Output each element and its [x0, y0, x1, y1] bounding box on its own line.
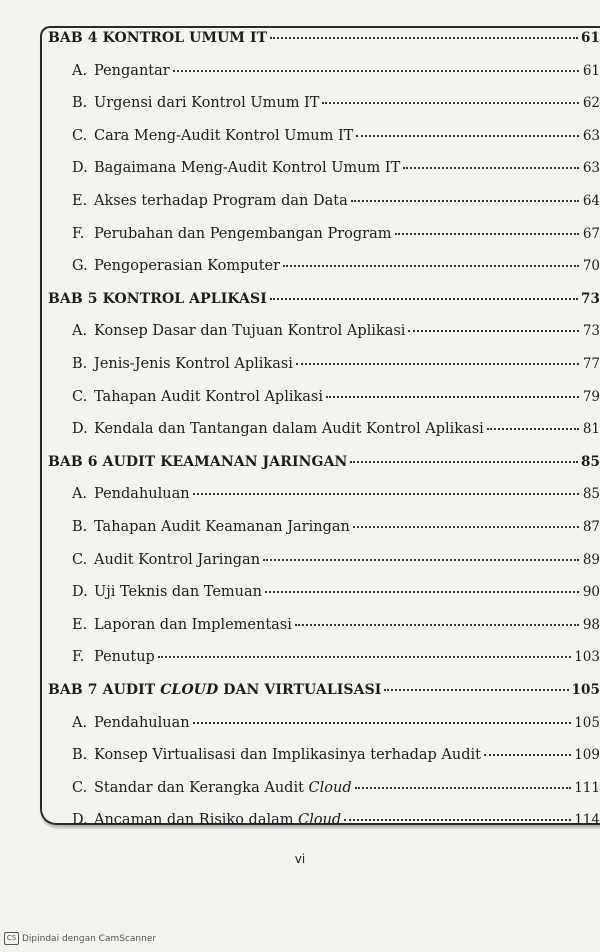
toc-section-row: [72, 486, 600, 502]
toc-dot-leader: [263, 558, 579, 561]
toc-section-row: [72, 356, 600, 372]
toc-section-letter: B.: [72, 747, 88, 764]
toc-page-number: 63: [582, 127, 600, 144]
toc-dot-leader: [193, 721, 572, 724]
toc-section-letter: B.: [72, 95, 88, 112]
toc-chapter-row: [48, 454, 600, 470]
toc-section-row: [72, 649, 600, 665]
toc-section-row: [72, 258, 600, 274]
toc-dot-leader: [403, 166, 579, 169]
toc-dot-leader: [173, 69, 579, 72]
toc-section-row: [72, 226, 600, 242]
toc-page-number: 70: [582, 258, 600, 275]
toc-page-number: 79: [582, 388, 600, 405]
toc-section-letter: D.: [72, 421, 88, 438]
toc-section-title: Urgensi dari Kontrol Umum IT: [94, 95, 320, 112]
toc-page-number: 87: [582, 519, 600, 535]
toc-dot-leader: [326, 395, 579, 398]
toc-section-title: Laporan dan Implementasi: [94, 616, 292, 633]
toc-page-number: 105: [574, 714, 600, 731]
toc-dot-leader: [353, 525, 579, 528]
page-number: vi: [294, 852, 306, 866]
toc-page-number: 77: [582, 356, 600, 372]
toc-page-number: 85: [582, 486, 600, 503]
toc-dot-leader: [408, 329, 579, 332]
toc-section-letter: F.: [72, 225, 85, 242]
toc-section-row: [72, 584, 600, 600]
toc-section-row: [72, 323, 600, 339]
toc-section-letter: G.: [72, 258, 88, 275]
toc-page-number: 61: [581, 30, 600, 46]
toc-dot-leader: [270, 297, 578, 300]
toc-dot-leader: [158, 655, 571, 658]
toc-dot-leader: [193, 492, 579, 495]
toc-page-number: 81: [582, 421, 600, 438]
toc-section-title: Jenis-Jenis Kontrol Aplikasi: [94, 356, 293, 372]
toc-section-letter: A.: [72, 486, 88, 503]
toc-page-number: 73: [581, 290, 600, 307]
toc-section-letter: C.: [72, 779, 88, 796]
toc-section-letter: D.: [72, 160, 88, 177]
toc-section-title: Konsep Dasar dan Tujuan Kontrol Aplikasi: [94, 323, 406, 340]
toc-section-row: [72, 95, 600, 111]
toc-page-number: 62: [582, 95, 600, 112]
toc-page-number: 98: [582, 616, 600, 633]
toc-section-title: Tahapan Audit Keamanan Jaringan: [94, 519, 350, 535]
toc-section-letter: F.: [72, 649, 85, 666]
toc-page-number: 73: [582, 323, 600, 340]
toc-section-letter: C.: [72, 551, 88, 568]
toc-chapter-title: BAB 5 KONTROL APLIKASI: [48, 290, 267, 307]
toc-section-title: Pengantar: [94, 62, 170, 79]
toc-dot-leader: [270, 36, 578, 39]
toc-section-title: Pengoperasian Komputer: [94, 258, 281, 275]
toc-section-row: [72, 421, 600, 437]
toc-section-title: Penutup: [94, 649, 155, 666]
toc-page-number: 67: [582, 225, 600, 242]
toc-chapter-title: BAB 7 AUDIT CLOUD DAN VIRTUALISASI: [48, 682, 382, 698]
toc-section-row: [72, 747, 600, 763]
toc-section-letter: C.: [72, 388, 88, 405]
toc-section-title: Cara Meng-Audit Kontrol Umum IT: [94, 127, 354, 144]
watermark-text: Dipindai dengan CamScanner: [22, 933, 157, 944]
toc-dot-leader: [484, 753, 571, 756]
toc-chapter-row: [48, 291, 600, 307]
toc-section-row: [72, 552, 600, 568]
toc-dot-leader: [487, 427, 579, 430]
toc-section-title: Tahapan Audit Kontrol Aplikasi: [94, 388, 323, 405]
toc-page-number: 105: [571, 682, 600, 698]
toc-section-letter: D.: [72, 812, 88, 829]
toc-section-row: [72, 617, 600, 633]
toc-section-row: [72, 780, 600, 796]
toc-page-number: 90: [582, 584, 600, 601]
toc-dot-leader: [351, 199, 579, 202]
toc-dot-leader: [295, 623, 579, 626]
toc-dot-leader: [355, 786, 572, 789]
toc-dot-leader: [356, 134, 579, 137]
toc-section-letter: E.: [72, 193, 88, 209]
toc-section-title: Perubahan dan Pengembangan Program: [94, 225, 392, 242]
toc-dot-leader: [322, 101, 579, 104]
toc-page-number: 89: [582, 551, 600, 568]
toc-section-letter: A.: [72, 323, 88, 340]
toc-section-title: Uji Teknis dan Temuan: [94, 584, 262, 601]
toc-chapter-row: [48, 30, 600, 46]
toc-section-row: [72, 63, 600, 79]
toc-section-letter: C.: [72, 127, 88, 144]
toc-page-number: 63: [582, 160, 600, 177]
toc-page-number: 61: [582, 62, 600, 79]
toc-section-title: Audit Kontrol Jaringan: [94, 551, 261, 568]
toc-section-letter: D.: [72, 584, 88, 601]
toc-page-number: 111: [574, 779, 600, 796]
toc-section-title: Akses terhadap Program dan Data: [94, 193, 348, 209]
camscanner-logo-icon: CS: [4, 932, 19, 945]
toc-dot-leader: [283, 264, 579, 267]
toc-section-row: [72, 389, 600, 405]
toc-section-letter: B.: [72, 519, 88, 535]
toc-section-letter: B.: [72, 356, 88, 372]
toc-page-number: 85: [581, 453, 600, 470]
toc-section-row: [72, 193, 600, 209]
toc-section-letter: E.: [72, 616, 88, 633]
toc-chapter-title: BAB 4 KONTROL UMUM IT: [48, 30, 268, 46]
toc-section-title: Ancaman dan Risiko dalam Cloud: [94, 812, 342, 829]
toc-section-title: Pendahuluan: [94, 486, 190, 503]
toc-section-title: Konsep Virtualisasi dan Implikasinya terhadap Audit: [94, 747, 481, 764]
scanner-watermark: [4, 932, 156, 945]
toc-page-number: 109: [574, 747, 600, 764]
toc-page-number: 114: [574, 812, 600, 829]
toc-section-title: Pendahuluan: [94, 714, 190, 731]
toc-section-row: [72, 715, 600, 731]
toc-dot-leader: [395, 232, 580, 235]
toc-dot-leader: [296, 362, 579, 365]
toc-section-title: Standar dan Kerangka Audit Cloud: [94, 779, 352, 796]
toc-section-title: Bagaimana Meng-Audit Kontrol Umum IT: [94, 160, 401, 177]
toc-dot-leader: [344, 818, 571, 821]
toc-chapter-row: [48, 682, 600, 698]
toc-section-letter: A.: [72, 714, 88, 731]
toc-chapter-title: BAB 6 AUDIT KEAMANAN JARINGAN: [48, 453, 348, 470]
toc-section-row: [72, 160, 600, 176]
toc-dot-leader: [265, 590, 579, 593]
toc-page-number: 64: [582, 193, 600, 209]
toc-section-row: [72, 812, 600, 828]
toc-dot-leader: [384, 688, 568, 691]
toc-section-title: Kendala dan Tantangan dalam Audit Kontrol Aplikasi: [94, 421, 484, 438]
toc-dot-leader: [350, 460, 578, 463]
toc-section-row: [72, 519, 600, 535]
toc-page-number: 103: [574, 649, 600, 666]
toc-section-row: [72, 128, 600, 144]
toc-section-letter: A.: [72, 62, 88, 79]
